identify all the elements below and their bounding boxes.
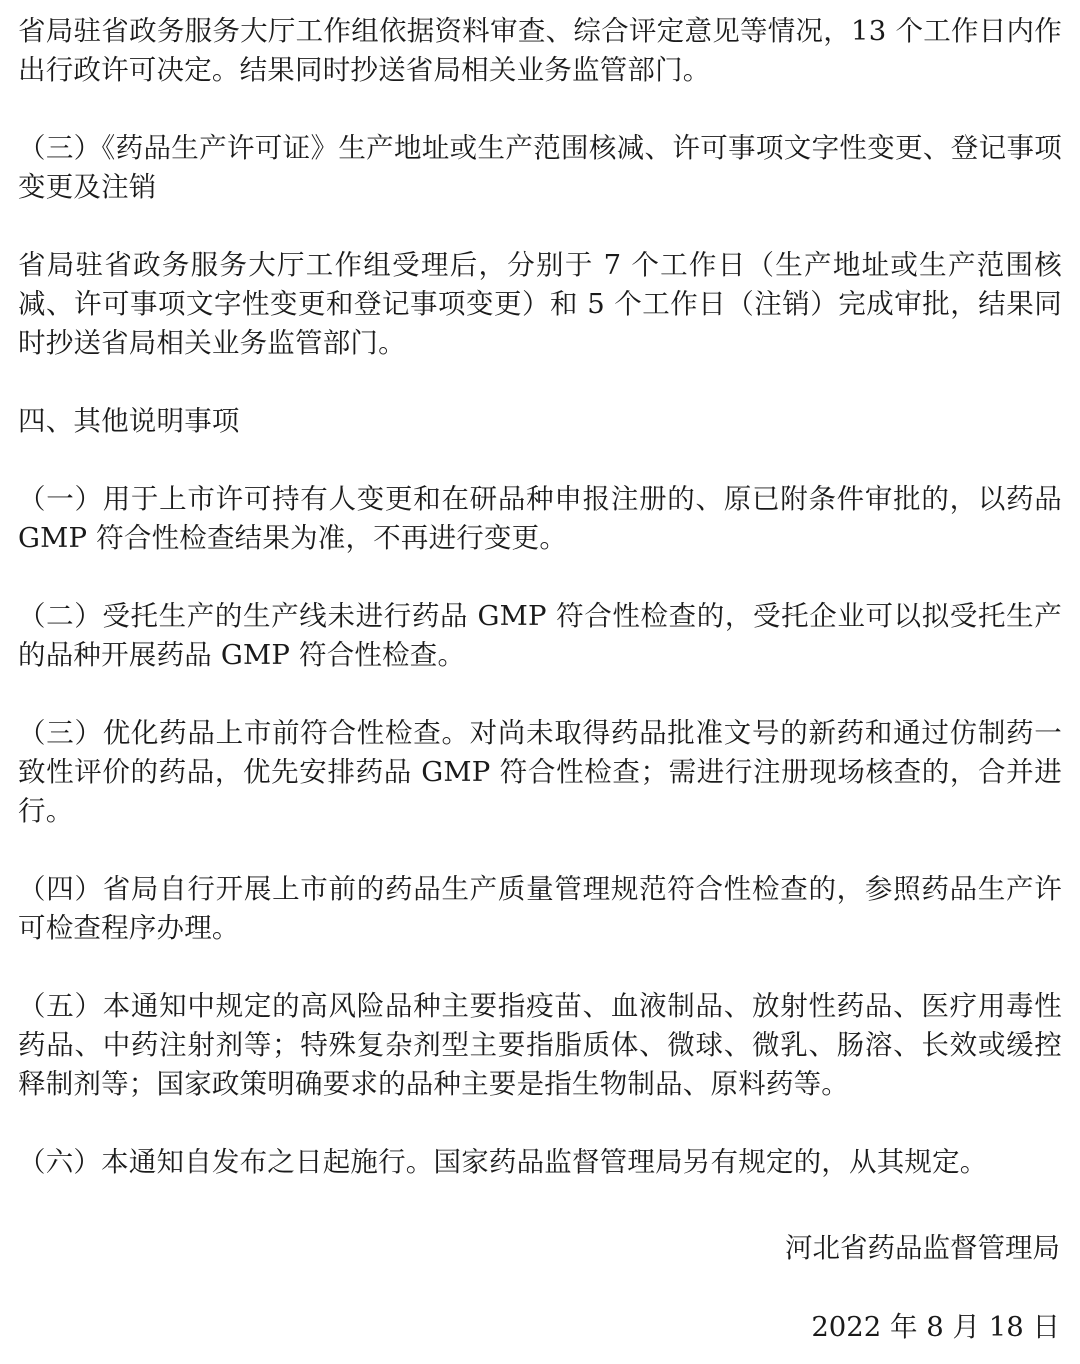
- signature-organization: 河北省药品监督管理局: [785, 1232, 1060, 1264]
- section-heading-other-notes: 四、其他说明事项: [18, 405, 240, 437]
- document-body: [18, 12, 1062, 1182]
- note-item-3: （三）优化药品上市前符合性检查。对尚未取得药品批准文号的新药和通过仿制药一致性评价的药品，优先安排药品 GMP 符合性检查；需进行注册现场核查的，合并进行。: [18, 717, 1062, 827]
- section-heading-license-changes: （三）《药品生产许可证》生产地址或生产范围核减、许可事项文字性变更、登记事项变更及注销: [18, 132, 1062, 203]
- paragraph-decision-timeline: 省局驻省政务服务大厅工作组依据资料审查、综合评定意见等情况，13 个工作日内作出行政许可决定。结果同时抄送省局相关业务监管部门。: [18, 15, 1062, 86]
- note-item-1: （一）用于上市许可持有人变更和在研品种申报注册的、原已附条件审批的，以药品 GMP 符合性检查结果为准，不再进行变更。: [18, 483, 1062, 554]
- note-item-6: （六）本通知自发布之日起施行。国家药品监督管理局另有规定的，从其规定。: [18, 1146, 988, 1178]
- note-item-2: （二）受托生产的生产线未进行药品 GMP 符合性检查的，受托企业可以拟受托生产的品种开展药品 GMP 符合性检查。: [18, 600, 1062, 671]
- note-item-5: （五）本通知中规定的高风险品种主要指疫苗、血液制品、放射性药品、医疗用毒性药品、中药注射剂等；特殊复杂剂型主要指脂质体、微球、微乳、肠溶、长效或缓控释制剂等；国家政策明确要求的品种主要是指生物制品、原料药等。: [18, 990, 1062, 1100]
- note-item-4: （四）省局自行开展上市前的药品生产质量管理规范符合性检查的，参照药品生产许可检查程序办理。: [18, 873, 1062, 944]
- paragraph-approval-timeline: 省局驻省政务服务大厅工作组受理后，分别于 7 个工作日（生产地址或生产范围核减、许可事项文字性变更和登记事项变更）和 5 个工作日（注销）完成审批，结果同时抄送省局相关业务监管部门。: [18, 249, 1062, 359]
- signature-date: 2022 年 8 月 18 日: [811, 1311, 1060, 1343]
